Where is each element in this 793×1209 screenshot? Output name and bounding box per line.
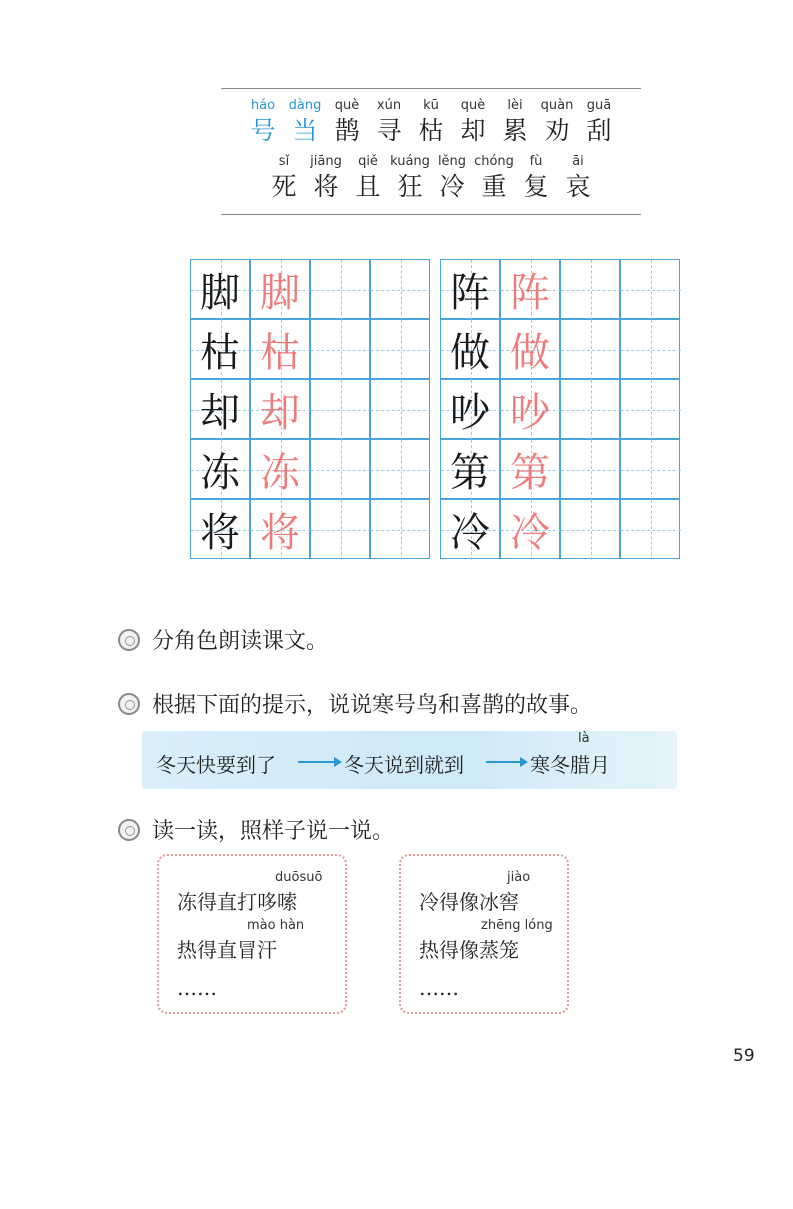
bottom-rule <box>221 214 641 215</box>
model-character: 第 <box>450 449 490 496</box>
model-character: 做 <box>450 329 490 376</box>
grid-cell[interactable] <box>620 499 680 559</box>
vocab-word <box>452 98 494 146</box>
vocab-hanzi: 狂 <box>397 172 423 201</box>
vocab-hanzi: 哀 <box>565 172 591 201</box>
grid-guide <box>371 350 431 351</box>
trace-character: 做 <box>510 329 550 376</box>
vocab-word <box>557 154 599 202</box>
grid-cell[interactable] <box>560 319 620 379</box>
vocab-hanzi: 累 <box>502 116 528 145</box>
model-character: 吵 <box>450 389 490 436</box>
vocab-hanzi: 复 <box>523 172 549 201</box>
arrow-icon <box>298 761 336 763</box>
grid-guide <box>621 530 681 531</box>
vocab-word <box>494 98 536 146</box>
vocab-word <box>326 98 368 146</box>
vocab-pinyin: lèi <box>507 98 523 113</box>
vocab-word <box>515 154 557 202</box>
trace-character: 冷 <box>510 509 550 556</box>
vocab-hanzi: 劝 <box>544 116 570 145</box>
trace-character: 吵 <box>510 389 550 436</box>
grid-guide <box>371 410 431 411</box>
exercise-1 <box>118 624 328 655</box>
grid-cell[interactable] <box>620 379 680 439</box>
exercise-3-text: 读一读，照样子说一说。 <box>152 819 395 844</box>
grid-guide <box>311 290 371 291</box>
example-card-a <box>157 854 347 1014</box>
grid-cell[interactable] <box>310 379 370 439</box>
vocab-hanzi: 冷 <box>439 172 465 201</box>
vocab-pinyin: jiāng <box>310 154 342 169</box>
grid-cell[interactable] <box>560 439 620 499</box>
card-b-line1: 冷得像冰窖 <box>419 890 519 914</box>
grid-guide <box>561 410 621 411</box>
card-b-ellipsis: …… <box>419 976 459 1000</box>
vocab-word <box>284 98 326 146</box>
model-character: 冷 <box>450 509 490 556</box>
exercise-2 <box>118 688 592 719</box>
vocab-pinyin: āi <box>572 154 584 169</box>
trace-character: 却 <box>260 389 300 436</box>
grid-guide <box>561 530 621 531</box>
vocab-pinyin: sǐ <box>278 154 290 169</box>
hint-step-3: 寒冬腊月 <box>530 753 610 777</box>
vocab-word <box>578 98 620 146</box>
vocab-pinyin: què <box>334 98 360 113</box>
grid-cell[interactable] <box>620 259 680 319</box>
vocab-word <box>368 98 410 146</box>
vocab-hanzi: 鹊 <box>334 116 360 145</box>
grid-cell[interactable] <box>620 439 680 499</box>
vocab-hanzi: 枯 <box>418 116 444 145</box>
vocab-word <box>410 98 452 146</box>
vocab-hanzi: 号 <box>250 116 276 145</box>
vocab-hanzi: 死 <box>271 172 297 201</box>
model-character: 脚 <box>200 269 240 316</box>
grid-guide <box>561 350 621 351</box>
vocab-word <box>473 154 515 202</box>
vocab-pinyin: qiě <box>358 154 378 169</box>
trace-character: 枯 <box>260 329 300 376</box>
exercise-1-text: 分角色朗读课文。 <box>152 629 329 654</box>
exercise-icon <box>118 693 140 715</box>
trace-character: 第 <box>510 449 550 496</box>
grid-cell[interactable] <box>370 379 430 439</box>
grid-guide <box>371 290 431 291</box>
grid-cell[interactable] <box>310 439 370 499</box>
card-a-line1-pinyin: duōsuō <box>275 870 323 885</box>
hint-step-1: 冬天快要到了 <box>156 753 276 777</box>
grid-cell[interactable] <box>620 319 680 379</box>
story-hint-bar <box>142 731 677 789</box>
card-b-line2: 热得像蒸笼 <box>419 938 519 962</box>
trace-character: 脚 <box>260 269 300 316</box>
card-a-line1: 冻得直打哆嗦 <box>177 890 297 914</box>
vocab-pinyin: kuáng <box>390 154 430 169</box>
grid-guide <box>371 530 431 531</box>
grid-guide <box>371 470 431 471</box>
vocab-pinyin: chóng <box>474 154 514 169</box>
hint-step-3-pinyin: là <box>578 731 590 746</box>
grid-cell[interactable] <box>310 499 370 559</box>
vocab-pinyin: lěng <box>437 154 467 169</box>
grid-guide <box>561 290 621 291</box>
grid-guide <box>311 470 371 471</box>
vocab-pinyin: háo <box>250 98 276 113</box>
writing-grid <box>190 259 674 559</box>
trace-character: 冻 <box>260 449 300 496</box>
vocab-word <box>431 154 473 202</box>
vocabulary-box <box>221 88 641 216</box>
grid-guide <box>311 350 371 351</box>
vocab-pinyin: dàng <box>288 98 322 113</box>
vocab-hanzi: 将 <box>313 172 339 201</box>
grid-guide <box>621 350 681 351</box>
arrow-icon <box>486 761 522 763</box>
grid-cell[interactable] <box>370 259 430 319</box>
grid-cell[interactable] <box>370 319 430 379</box>
vocab-row-2 <box>221 154 641 202</box>
vocab-word <box>242 98 284 146</box>
card-a-ellipsis: …… <box>177 976 217 1000</box>
grid-cell[interactable] <box>560 379 620 439</box>
card-b-line2-pinyin: zhēng lóng <box>481 918 553 933</box>
example-card-b <box>399 854 569 1014</box>
exercise-icon <box>118 629 140 651</box>
vocab-pinyin: què <box>460 98 486 113</box>
vocab-hanzi: 却 <box>460 116 486 145</box>
hint-step-2: 冬天说到就到 <box>344 753 464 777</box>
exercise-3 <box>118 814 394 845</box>
vocab-word <box>263 154 305 202</box>
grid-cell[interactable] <box>310 259 370 319</box>
exercise-2-text: 根据下面的提示，说说寒号鸟和喜鹊的故事。 <box>152 693 593 718</box>
vocab-word <box>347 154 389 202</box>
vocab-pinyin: kū <box>423 98 439 113</box>
grid-guide <box>311 410 371 411</box>
grid-guide <box>621 470 681 471</box>
card-b-line1-pinyin: jiào <box>507 870 531 885</box>
vocab-pinyin: xún <box>376 98 402 113</box>
vocab-pinyin: guā <box>586 98 612 113</box>
vocab-pinyin: quàn <box>540 98 574 113</box>
grid-guide <box>311 530 371 531</box>
model-character: 却 <box>200 389 240 436</box>
model-character: 将 <box>200 509 240 556</box>
model-character: 枯 <box>200 329 240 376</box>
vocab-hanzi: 刮 <box>586 116 612 145</box>
grid-cell[interactable] <box>560 499 620 559</box>
page-number: 59 <box>733 1046 755 1066</box>
card-a-line2-pinyin: mào hàn <box>247 918 305 933</box>
vocab-word <box>389 154 431 202</box>
vocab-row-1 <box>221 98 641 146</box>
vocab-hanzi: 重 <box>481 172 507 201</box>
grid-cell[interactable] <box>370 439 430 499</box>
vocab-hanzi: 寻 <box>376 116 402 145</box>
vocab-hanzi: 当 <box>292 116 318 145</box>
vocab-hanzi: 且 <box>355 172 381 201</box>
model-character: 阵 <box>450 269 490 316</box>
vocab-pinyin: fù <box>529 154 543 169</box>
top-rule <box>221 88 641 89</box>
grid-guide <box>621 290 681 291</box>
vocab-word <box>305 154 347 202</box>
exercise-icon <box>118 819 140 841</box>
grid-guide <box>621 410 681 411</box>
grid-cell[interactable] <box>310 319 370 379</box>
grid-cell[interactable] <box>370 499 430 559</box>
trace-character: 将 <box>260 509 300 556</box>
trace-character: 阵 <box>510 269 550 316</box>
grid-cell[interactable] <box>560 259 620 319</box>
model-character: 冻 <box>200 449 240 496</box>
vocab-word <box>536 98 578 146</box>
grid-guide <box>561 470 621 471</box>
card-a-line2: 热得直冒汗 <box>177 938 277 962</box>
